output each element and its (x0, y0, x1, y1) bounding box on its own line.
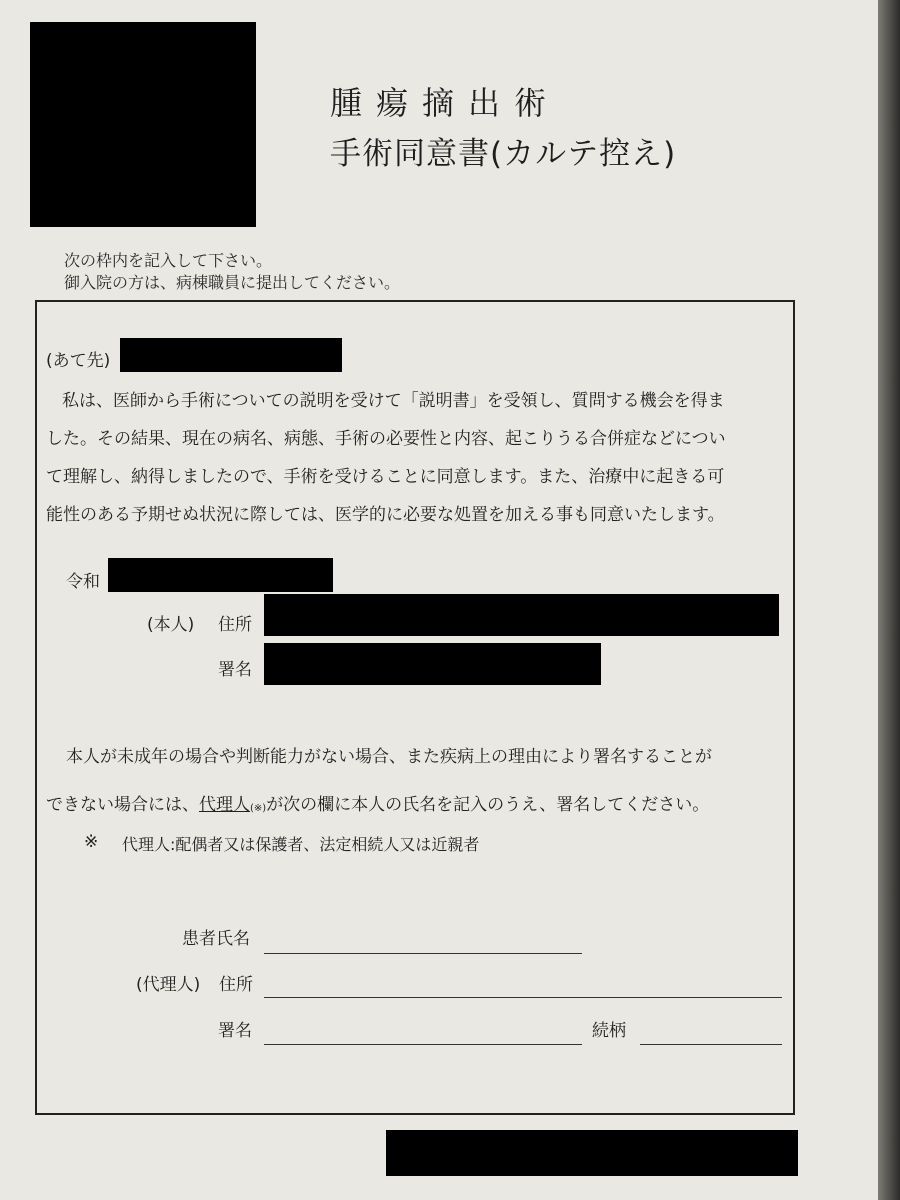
proxy-signature-label: 署名 (218, 1021, 252, 1041)
footnote-text: 代理人:配偶者又は保護者、法定相続人又は近親者 (122, 835, 480, 854)
consent-line: 私は、医師から手術についての説明を受けて「説明書」を受領し、質問する機会を得ま (62, 391, 725, 411)
form-title-procedure: 腫瘍摘出術 (330, 84, 561, 122)
consent-statement (46, 382, 786, 534)
redacted-footer-id (386, 1130, 798, 1176)
consent-line: て理解し、納得しましたので、手術を受けることに同意します。また、治療中に起きる可 (46, 467, 725, 487)
proxy-note-line-1: 本人が未成年の場合や判断能力がない場合、また疾病上の理由により署名することが (66, 747, 712, 767)
proxy-address-label: 住所 (219, 975, 253, 995)
self-signature-label: 署名 (218, 660, 252, 680)
addressee-label: (あて先) (46, 351, 111, 371)
patient-name-field[interactable] (264, 953, 582, 954)
consent-line: 能性のある予期せぬ状況に際しては、医学的に必要な処置を加える事も同意いたします。 (46, 505, 725, 525)
redacted-logo-block (30, 22, 256, 227)
proxy-label: (代理人) (136, 975, 201, 995)
era-label: 令和 (66, 572, 100, 592)
instruction-line-2: 御入院の方は、病棟職員に提出してください。 (64, 273, 401, 292)
relationship-label: 続柄 (592, 1021, 626, 1041)
self-label: (本人) (147, 615, 195, 635)
proxy-note-proxy: 代理人 (199, 795, 250, 815)
form-title-consent: 手術同意書(カルテ控え) (330, 136, 677, 172)
proxy-note-post: が次の欄に本人の氏名を記入のうえ、署名してください。 (266, 795, 710, 815)
relationship-field[interactable] (640, 1044, 782, 1045)
redacted-self-signature (264, 643, 601, 685)
redacted-date (108, 558, 333, 592)
proxy-note-line-2 (46, 790, 709, 815)
instruction-line-1: 次の枠内を記入して下さい。 (64, 251, 273, 270)
proxy-note-pre: できない場合には、 (46, 795, 199, 815)
redacted-addressee (120, 338, 342, 372)
background-surface (878, 0, 900, 1200)
redacted-self-address (264, 594, 779, 636)
proxy-address-field[interactable] (264, 997, 782, 998)
consent-line: した。その結果、現在の病名、病態、手術の必要性と内容、起こりうる合併症などについ (46, 429, 726, 449)
proxy-signature-field[interactable] (264, 1044, 582, 1045)
patient-name-label: 患者氏名 (182, 929, 250, 949)
footnote-mark: ※ (84, 832, 99, 852)
proxy-note-mark: (※) (250, 803, 267, 814)
self-address-label: 住所 (218, 615, 252, 635)
